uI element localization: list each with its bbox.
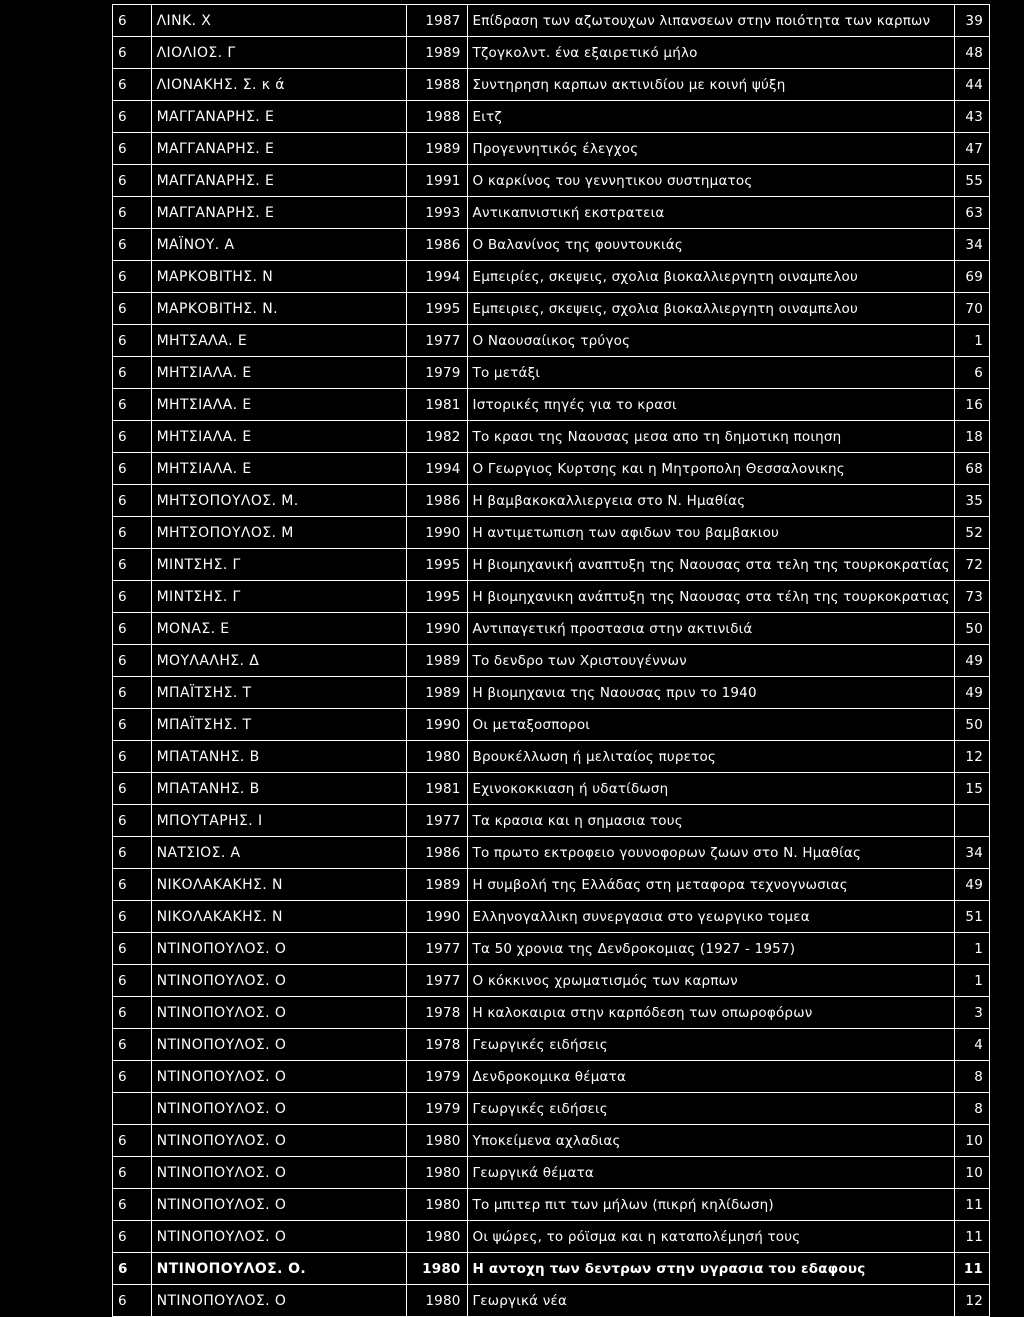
title-cell: Η αντιμετωπιση των αφιδων του βαμβακιου bbox=[467, 517, 954, 549]
title-cell: Εμπειρίες, σκεψεις, σχολια βιοκαλλιεργητη οιναμπελου bbox=[467, 261, 954, 293]
page-number-cell: 18 bbox=[954, 421, 989, 453]
table-row bbox=[113, 965, 990, 997]
table-row bbox=[113, 389, 990, 421]
year-cell: 1980 bbox=[407, 1157, 467, 1189]
year-cell: 1990 bbox=[407, 709, 467, 741]
year-cell: 1989 bbox=[407, 37, 467, 69]
title-cell: Γεωργικές ειδήσεις bbox=[467, 1093, 954, 1125]
page-number-cell: 50 bbox=[954, 613, 989, 645]
year-cell: 1994 bbox=[407, 453, 467, 485]
title-cell: Ελληνογαλλικη συνεργασια στο γεωργικο τομεα bbox=[467, 901, 954, 933]
title-cell: Η καλοκαιρια στην καρπόδεση των οπωροφόρων bbox=[467, 997, 954, 1029]
category-number-cell bbox=[113, 1093, 152, 1125]
page-number-cell: 1 bbox=[954, 965, 989, 997]
author-cell: ΝΙΚΟΛΑΚΑΚΗΣ. Ν bbox=[151, 869, 406, 901]
table-row bbox=[113, 1285, 990, 1317]
category-number-cell: 6 bbox=[113, 1061, 152, 1093]
page-number-cell: 10 bbox=[954, 1125, 989, 1157]
title-cell: Το μπιτερ πιτ των μήλων (πικρή κηλίδωση) bbox=[467, 1189, 954, 1221]
page-number-cell: 10 bbox=[954, 1157, 989, 1189]
category-number-cell: 6 bbox=[113, 1157, 152, 1189]
author-cell: ΜΑΪΝΟΥ. Α bbox=[151, 229, 406, 261]
year-cell: 1990 bbox=[407, 901, 467, 933]
author-cell: ΝΤΙΝΟΠΟΥΛΟΣ. Ο. bbox=[151, 1253, 406, 1285]
title-cell: Η βαμβακοκαλλιεργεια στο Ν. Ημαθίας bbox=[467, 485, 954, 517]
table-row bbox=[113, 933, 990, 965]
table-row bbox=[113, 1093, 990, 1125]
year-cell: 1979 bbox=[407, 357, 467, 389]
author-cell: ΝΑΤΣΙΟΣ. Α bbox=[151, 837, 406, 869]
title-cell: Γεωργικά θέματα bbox=[467, 1157, 954, 1189]
page-number-cell bbox=[954, 805, 989, 837]
page-number-cell: 49 bbox=[954, 645, 989, 677]
title-cell: Επίδραση των αζωτουχων λιπανσεων στην ποιότητα των καρπων bbox=[467, 5, 954, 37]
year-cell: 1977 bbox=[407, 965, 467, 997]
author-cell: ΝΤΙΝΟΠΟΥΛΟΣ. Ο bbox=[151, 1221, 406, 1253]
category-number-cell: 6 bbox=[113, 293, 152, 325]
table-row bbox=[113, 709, 990, 741]
table-row bbox=[113, 229, 990, 261]
table-row bbox=[113, 741, 990, 773]
table-row bbox=[113, 325, 990, 357]
page-number-cell: 15 bbox=[954, 773, 989, 805]
category-number-cell: 6 bbox=[113, 1285, 152, 1317]
bibliography-table bbox=[112, 4, 990, 1317]
table-row bbox=[113, 357, 990, 389]
page-number-cell: 44 bbox=[954, 69, 989, 101]
author-cell: ΜΟΥΛΑΛΗΣ. Δ bbox=[151, 645, 406, 677]
category-number-cell: 6 bbox=[113, 741, 152, 773]
title-cell: Τζογκολντ. ένα εξαιρετικό μήλο bbox=[467, 37, 954, 69]
year-cell: 1986 bbox=[407, 837, 467, 869]
table-row bbox=[113, 261, 990, 293]
table-row bbox=[113, 133, 990, 165]
category-number-cell: 6 bbox=[113, 869, 152, 901]
author-cell: ΝΤΙΝΟΠΟΥΛΟΣ. Ο bbox=[151, 1061, 406, 1093]
table-row bbox=[113, 997, 990, 1029]
page-number-cell: 49 bbox=[954, 677, 989, 709]
author-cell: ΝΙΚΟΛΑΚΑΚΗΣ. Ν bbox=[151, 901, 406, 933]
author-cell: ΜΗΤΣΑΛΑ. Ε bbox=[151, 325, 406, 357]
author-cell: ΜΑΓΓΑΝΑΡΗΣ. Ε bbox=[151, 197, 406, 229]
category-number-cell: 6 bbox=[113, 805, 152, 837]
title-cell: Ο Γεωργιος Κυρτσης και η Μητροπολη Θεσσαλονικης bbox=[467, 453, 954, 485]
year-cell: 1989 bbox=[407, 869, 467, 901]
category-number-cell: 6 bbox=[113, 645, 152, 677]
page-number-cell: 69 bbox=[954, 261, 989, 293]
category-number-cell: 6 bbox=[113, 165, 152, 197]
author-cell: ΜΠΟΥΤΑΡΗΣ. Ι bbox=[151, 805, 406, 837]
table-row bbox=[113, 421, 990, 453]
page-number-cell: 6 bbox=[954, 357, 989, 389]
year-cell: 1980 bbox=[407, 1221, 467, 1253]
title-cell: Η αντοχη των δεντρων στην υγρασια του εδαφους bbox=[467, 1253, 954, 1285]
title-cell: Εμπειριες, σκεψεις, σχολια βιοκαλλιεργητη οιναμπελου bbox=[467, 293, 954, 325]
category-number-cell: 6 bbox=[113, 773, 152, 805]
table-row bbox=[113, 901, 990, 933]
category-number-cell: 6 bbox=[113, 69, 152, 101]
title-cell: Ο κόκκινος χρωματισμός των καρπων bbox=[467, 965, 954, 997]
author-cell: ΜΠΑΪΤΣΗΣ. Τ bbox=[151, 677, 406, 709]
title-cell: Η συμβολή της Ελλάδας στη μεταφορα τεχνογνωσιας bbox=[467, 869, 954, 901]
author-cell: ΛΙΟΝΑΚΗΣ. Σ. κ ά bbox=[151, 69, 406, 101]
title-cell: Γεωργικά νέα bbox=[467, 1285, 954, 1317]
page-number-cell: 8 bbox=[954, 1093, 989, 1125]
table-row bbox=[113, 1029, 990, 1061]
author-cell: ΝΤΙΝΟΠΟΥΛΟΣ. Ο bbox=[151, 1093, 406, 1125]
page-number-cell: 68 bbox=[954, 453, 989, 485]
year-cell: 1977 bbox=[407, 325, 467, 357]
year-cell: 1980 bbox=[407, 1189, 467, 1221]
category-number-cell: 6 bbox=[113, 549, 152, 581]
title-cell: Τα κρασια και η σημασια τους bbox=[467, 805, 954, 837]
table-row bbox=[113, 1125, 990, 1157]
author-cell: ΛΙΟΛΙΟΣ. Γ bbox=[151, 37, 406, 69]
table-row bbox=[113, 293, 990, 325]
page-number-cell: 49 bbox=[954, 869, 989, 901]
page-number-cell: 12 bbox=[954, 1285, 989, 1317]
year-cell: 1977 bbox=[407, 805, 467, 837]
page-number-cell: 70 bbox=[954, 293, 989, 325]
author-cell: ΜΑΓΓΑΝΑΡΗΣ. Ε bbox=[151, 101, 406, 133]
author-cell: ΛΙΝΚ. Χ bbox=[151, 5, 406, 37]
table-row bbox=[113, 69, 990, 101]
category-number-cell: 6 bbox=[113, 1189, 152, 1221]
category-number-cell: 6 bbox=[113, 133, 152, 165]
year-cell: 1978 bbox=[407, 1029, 467, 1061]
page-number-cell: 48 bbox=[954, 37, 989, 69]
year-cell: 1990 bbox=[407, 517, 467, 549]
category-number-cell: 6 bbox=[113, 933, 152, 965]
author-cell: ΜΙΝΤΣΗΣ. Γ bbox=[151, 549, 406, 581]
table-row bbox=[113, 613, 990, 645]
author-cell: ΜΑΓΓΑΝΑΡΗΣ. Ε bbox=[151, 133, 406, 165]
year-cell: 1995 bbox=[407, 293, 467, 325]
author-cell: ΜΗΤΣΙΑΛΑ. Ε bbox=[151, 421, 406, 453]
category-number-cell: 6 bbox=[113, 613, 152, 645]
year-cell: 1980 bbox=[407, 1285, 467, 1317]
table-row bbox=[113, 5, 990, 37]
table-row bbox=[113, 37, 990, 69]
title-cell: Ο Βαλανίνος της φουντουκιάς bbox=[467, 229, 954, 261]
category-number-cell: 6 bbox=[113, 997, 152, 1029]
author-cell: ΝΤΙΝΟΠΟΥΛΟΣ. Ο bbox=[151, 1189, 406, 1221]
page-number-cell: 8 bbox=[954, 1061, 989, 1093]
table-row bbox=[113, 1221, 990, 1253]
author-cell: ΝΤΙΝΟΠΟΥΛΟΣ. Ο bbox=[151, 965, 406, 997]
author-cell: ΜΠΑΤΑΝΗΣ. Β bbox=[151, 773, 406, 805]
author-cell: ΜΗΤΣΟΠΟΥΛΟΣ. Μ. bbox=[151, 485, 406, 517]
table-row bbox=[113, 197, 990, 229]
table-row bbox=[113, 677, 990, 709]
year-cell: 1980 bbox=[407, 1125, 467, 1157]
category-number-cell: 6 bbox=[113, 325, 152, 357]
category-number-cell: 6 bbox=[113, 453, 152, 485]
page-number-cell: 11 bbox=[954, 1221, 989, 1253]
table-row bbox=[113, 1157, 990, 1189]
author-cell: ΜΗΤΣΙΑΛΑ. Ε bbox=[151, 453, 406, 485]
category-number-cell: 6 bbox=[113, 517, 152, 549]
page-number-cell: 11 bbox=[954, 1189, 989, 1221]
title-cell: Οι μεταξοσποροι bbox=[467, 709, 954, 741]
category-number-cell: 6 bbox=[113, 197, 152, 229]
category-number-cell: 6 bbox=[113, 37, 152, 69]
page-number-cell: 12 bbox=[954, 741, 989, 773]
author-cell: ΜΑΡΚΟΒΙΤΗΣ. Ν. bbox=[151, 293, 406, 325]
table-row bbox=[113, 1189, 990, 1221]
table-row bbox=[113, 549, 990, 581]
year-cell: 1986 bbox=[407, 229, 467, 261]
title-cell: Αντιπαγετική προστασια στην ακτινιδιά bbox=[467, 613, 954, 645]
year-cell: 1989 bbox=[407, 645, 467, 677]
year-cell: 1979 bbox=[407, 1061, 467, 1093]
table-row bbox=[113, 805, 990, 837]
title-cell: Ο καρκίνος του γεννητικου συστηματος bbox=[467, 165, 954, 197]
page-number-cell: 55 bbox=[954, 165, 989, 197]
year-cell: 1987 bbox=[407, 5, 467, 37]
table-row bbox=[113, 165, 990, 197]
table-row bbox=[113, 1253, 990, 1285]
year-cell: 1993 bbox=[407, 197, 467, 229]
table-row bbox=[113, 645, 990, 677]
table-row bbox=[113, 773, 990, 805]
author-cell: ΝΤΙΝΟΠΟΥΛΟΣ. Ο bbox=[151, 1029, 406, 1061]
year-cell: 1981 bbox=[407, 773, 467, 805]
author-cell: ΜΠΑΪΤΣΗΣ. Τ bbox=[151, 709, 406, 741]
category-number-cell: 6 bbox=[113, 1029, 152, 1061]
year-cell: 1994 bbox=[407, 261, 467, 293]
bibliography-table-body bbox=[113, 5, 990, 1317]
author-cell: ΝΤΙΝΟΠΟΥΛΟΣ. Ο bbox=[151, 1285, 406, 1317]
author-cell: ΜΗΤΣΟΠΟΥΛΟΣ. Μ bbox=[151, 517, 406, 549]
title-cell: Ιστορικές πηγές για το κρασι bbox=[467, 389, 954, 421]
category-number-cell: 6 bbox=[113, 229, 152, 261]
title-cell: Το μετάξι bbox=[467, 357, 954, 389]
category-number-cell: 6 bbox=[113, 1125, 152, 1157]
table-row bbox=[113, 1061, 990, 1093]
author-cell: ΝΤΙΝΟΠΟΥΛΟΣ. Ο bbox=[151, 1157, 406, 1189]
table-row bbox=[113, 517, 990, 549]
title-cell: Η βιομηχανια της Ναουσας πριν το 1940 bbox=[467, 677, 954, 709]
page-number-cell: 4 bbox=[954, 1029, 989, 1061]
page-number-cell: 51 bbox=[954, 901, 989, 933]
title-cell: Βρουκέλλωση ή μελιταίος πυρετος bbox=[467, 741, 954, 773]
category-number-cell: 6 bbox=[113, 421, 152, 453]
year-cell: 1978 bbox=[407, 997, 467, 1029]
title-cell: Αντικαπνιστική εκστρατεια bbox=[467, 197, 954, 229]
author-cell: ΜΠΑΤΑΝΗΣ. Β bbox=[151, 741, 406, 773]
year-cell: 1989 bbox=[407, 133, 467, 165]
page-number-cell: 11 bbox=[954, 1253, 989, 1285]
year-cell: 1989 bbox=[407, 677, 467, 709]
author-cell: ΜΑΡΚΟΒΙΤΗΣ. Ν bbox=[151, 261, 406, 293]
page-number-cell: 3 bbox=[954, 997, 989, 1029]
page-number-cell: 39 bbox=[954, 5, 989, 37]
author-cell: ΜΗΤΣΙΑΛΑ. Ε bbox=[151, 357, 406, 389]
title-cell: Γεωργικές ειδήσεις bbox=[467, 1029, 954, 1061]
year-cell: 1980 bbox=[407, 1253, 467, 1285]
category-number-cell: 6 bbox=[113, 389, 152, 421]
author-cell: ΜΟΝΑΣ. Ε bbox=[151, 613, 406, 645]
page-number-cell: 16 bbox=[954, 389, 989, 421]
category-number-cell: 6 bbox=[113, 581, 152, 613]
page-number-cell: 72 bbox=[954, 549, 989, 581]
year-cell: 1991 bbox=[407, 165, 467, 197]
table-row bbox=[113, 837, 990, 869]
page-number-cell: 35 bbox=[954, 485, 989, 517]
author-cell: ΜΙΝΤΣΗΣ. Γ bbox=[151, 581, 406, 613]
year-cell: 1995 bbox=[407, 549, 467, 581]
category-number-cell: 6 bbox=[113, 485, 152, 517]
year-cell: 1990 bbox=[407, 613, 467, 645]
title-cell: Οι ψώρες, το ρόϊσμα και η καταπολέμησή τους bbox=[467, 1221, 954, 1253]
category-number-cell: 6 bbox=[113, 357, 152, 389]
title-cell: Το δενδρο των Χριστουγέννων bbox=[467, 645, 954, 677]
page-number-cell: 43 bbox=[954, 101, 989, 133]
year-cell: 1986 bbox=[407, 485, 467, 517]
category-number-cell: 6 bbox=[113, 1253, 152, 1285]
year-cell: 1995 bbox=[407, 581, 467, 613]
table-row bbox=[113, 485, 990, 517]
author-cell: ΜΑΓΓΑΝΑΡΗΣ. Ε bbox=[151, 165, 406, 197]
category-number-cell: 6 bbox=[113, 901, 152, 933]
title-cell: Ο Ναουσαίικος τρύγος bbox=[467, 325, 954, 357]
page-number-cell: 63 bbox=[954, 197, 989, 229]
category-number-cell: 6 bbox=[113, 837, 152, 869]
year-cell: 1980 bbox=[407, 741, 467, 773]
page-number-cell: 50 bbox=[954, 709, 989, 741]
title-cell: Ειτζ bbox=[467, 101, 954, 133]
title-cell: Δενδροκομικα θέματα bbox=[467, 1061, 954, 1093]
title-cell: Τα 50 χρονια της Δενδροκομιας (1927 - 1957) bbox=[467, 933, 954, 965]
page-number-cell: 52 bbox=[954, 517, 989, 549]
title-cell: Το κρασι της Ναουσας μεσα απο τη δημοτικη ποιηση bbox=[467, 421, 954, 453]
category-number-cell: 6 bbox=[113, 101, 152, 133]
author-cell: ΝΤΙΝΟΠΟΥΛΟΣ. Ο bbox=[151, 997, 406, 1029]
year-cell: 1988 bbox=[407, 101, 467, 133]
year-cell: 1977 bbox=[407, 933, 467, 965]
year-cell: 1981 bbox=[407, 389, 467, 421]
table-row bbox=[113, 101, 990, 133]
year-cell: 1982 bbox=[407, 421, 467, 453]
author-cell: ΝΤΙΝΟΠΟΥΛΟΣ. Ο bbox=[151, 933, 406, 965]
category-number-cell: 6 bbox=[113, 261, 152, 293]
author-cell: ΜΗΤΣΙΑΛΑ. Ε bbox=[151, 389, 406, 421]
year-cell: 1979 bbox=[407, 1093, 467, 1125]
table-row bbox=[113, 869, 990, 901]
title-cell: Η βιομηχανική αναπτυξη της Ναουσας στα τελη της τουρκοκρατίας bbox=[467, 549, 954, 581]
page-number-cell: 34 bbox=[954, 837, 989, 869]
category-number-cell: 6 bbox=[113, 965, 152, 997]
table-row bbox=[113, 453, 990, 485]
title-cell: Προγεννητικός έλεγχος bbox=[467, 133, 954, 165]
title-cell: Υποκείμενα αχλαδιας bbox=[467, 1125, 954, 1157]
category-number-cell: 6 bbox=[113, 1221, 152, 1253]
title-cell: Συντηρηση καρπων ακτινιδίου με κοινή ψύξη bbox=[467, 69, 954, 101]
category-number-cell: 6 bbox=[113, 709, 152, 741]
page-number-cell: 73 bbox=[954, 581, 989, 613]
title-cell: Το πρωτο εκτροφειο γουνοφορων ζωων στο Ν. Ημαθίας bbox=[467, 837, 954, 869]
table-row bbox=[113, 581, 990, 613]
category-number-cell: 6 bbox=[113, 677, 152, 709]
page-number-cell: 1 bbox=[954, 933, 989, 965]
page-number-cell: 47 bbox=[954, 133, 989, 165]
author-cell: ΝΤΙΝΟΠΟΥΛΟΣ. Ο bbox=[151, 1125, 406, 1157]
category-number-cell: 6 bbox=[113, 5, 152, 37]
page-number-cell: 34 bbox=[954, 229, 989, 261]
year-cell: 1988 bbox=[407, 69, 467, 101]
title-cell: Η βιομηχανικη ανάπτυξη της Ναουσας στα τέλη της τουρκοκρατιας bbox=[467, 581, 954, 613]
title-cell: Εχινοκοκκιαση ή υδατίδωση bbox=[467, 773, 954, 805]
page-number-cell: 1 bbox=[954, 325, 989, 357]
